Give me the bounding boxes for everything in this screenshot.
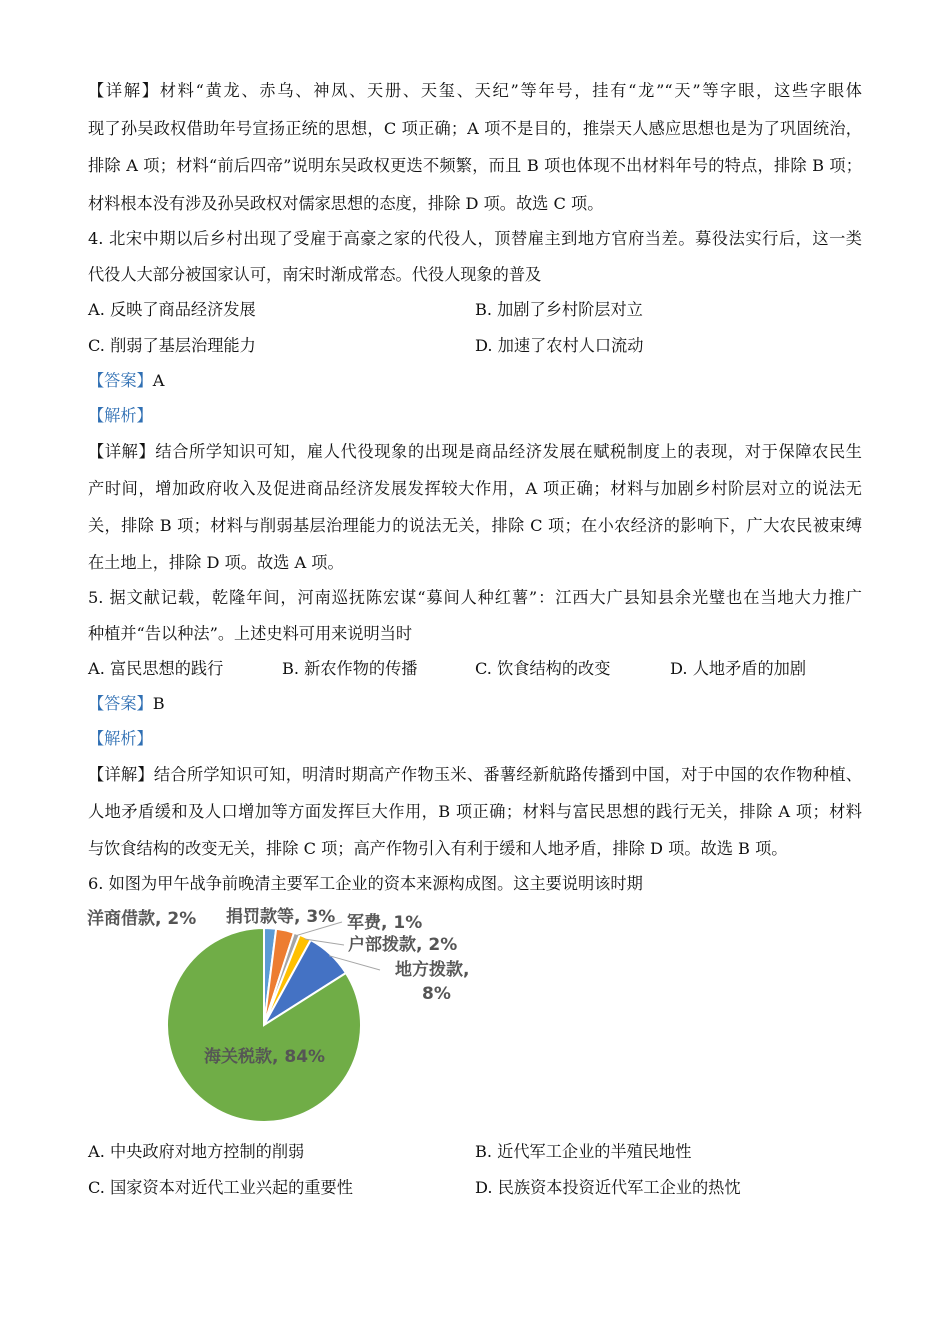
- q5-option-d: D. 人地矛盾的加剧: [670, 659, 807, 678]
- q5-stem-line-1: 5. 据文献记载，乾隆年间，河南巡抚陈宏谋“募间人种红薯”：江西大广县知县余光璧也在当地大力推广: [88, 588, 862, 607]
- q5-answer-value: B: [152, 694, 165, 713]
- q5-stem-line-2: 种植并“告以种法”。上述史料可用来说明当时: [88, 624, 413, 643]
- q5-answer: [88, 692, 165, 716]
- q6-option-b: B. 近代军工企业的半殖民地性: [475, 1142, 692, 1161]
- q3-detail-line-3: 排除 A 项；材料“前后四帝”说明东吴政权更迭不频繁，而且 B 项也体现不出材料年号的特点，排除 B 项；: [88, 156, 862, 175]
- q4-detail-line-3: 关，排除 B 项；材料与削弱基层治理能力的说法无关，排除 C 项；在小农经济的影响下，广大农民被束缚: [88, 516, 862, 535]
- q3-detail-line-4: 材料根本没有涉及孙吴政权对儒家思想的态度，排除 D 项。故选 C 项。: [88, 194, 604, 213]
- q4-option-d: D. 加速了农村人口流动: [475, 336, 644, 355]
- q4-option-b: B. 加剧了乡村阶层对立: [475, 300, 643, 319]
- pie-label-6: 海关税款, 84%: [204, 1047, 326, 1067]
- q6-stem: 6. 如图为甲午战争前晚清主要军工企业的资本来源构成图。这主要说明该时期: [88, 874, 643, 893]
- q4-stem-line-2: 代役人大部分被国家认可，南宋时渐成常态。代役人现象的普及: [88, 265, 542, 284]
- q4-option-c: C. 削弱了基层治理能力: [88, 336, 256, 355]
- pie-slices: [167, 928, 361, 1122]
- pie-label-5-line-2: 8%: [422, 984, 451, 1004]
- q3-detail-line-2: 现了孙吴政权借助年号宣扬正统的思想，C 项正确；A 项不是目的，推崇天人感应思想也是为了巩固统治，: [88, 119, 862, 138]
- q5-option-b: B. 新农作物的传播: [282, 659, 418, 678]
- q4-answer: [88, 369, 164, 393]
- q6-option-a: A. 中央政府对地方控制的削弱: [88, 1142, 305, 1161]
- pie-label-1: 洋商借款, 2%: [87, 909, 197, 929]
- q4-detail-line-4: 在土地上，排除 D 项。故选 A 项。: [88, 553, 344, 572]
- q5-answer-label: 【答案】: [88, 694, 153, 713]
- q5-option-c: C. 饮食结构的改变: [475, 659, 611, 678]
- q4-answer-label: 【答案】: [88, 371, 153, 390]
- pie-label-2: 捐罚款等, 3%: [226, 907, 336, 927]
- q3-detail-line-1: 【详解】材料“黄龙、赤乌、神凤、天册、天玺、天纪”等年号，挂有“龙”“天”等字眼，这些字眼体: [88, 81, 862, 100]
- q5-detail-line-2: 人地矛盾缓和及人口增加等方面发挥巨大作用，B 项正确；材料与富民思想的践行无关，排除 A 项；材料: [88, 802, 862, 821]
- q5-detail-line-1: 【详解】结合所学知识可知，明清时期高产作物玉米、番薯经新航路传播到中国，对于中国的农作物种植、: [88, 765, 862, 784]
- q5-detail-line-3: 与饮食结构的改变无关，排除 C 项；高产作物引入有利于缓和人地矛盾，排除 D 项。故选 B 项。: [88, 839, 788, 858]
- q4-detail-line-1: 【详解】结合所学知识可知，雇人代役现象的出现是商品经济发展在赋税制度上的表现，对于保障农民生: [88, 442, 862, 461]
- q4-detail-line-2: 产时间，增加政府收入及促进商品经济发展发挥较大作用，A 项正确；材料与加剧乡村阶层对立的说法无: [88, 479, 862, 498]
- q4-stem-line-1: 4. 北宋中期以后乡村出现了受雇于高豪之家的代役人，顶替雇主到地方官府当差。募役法实行后，这一类: [88, 229, 862, 248]
- q4-analysis-label: 【解析】: [88, 406, 153, 425]
- pie-label-5-line-1: 地方拨款,: [395, 960, 470, 980]
- pie-label-4: 户部拨款, 2%: [348, 935, 458, 955]
- q4-option-a: A. 反映了商品经济发展: [88, 300, 256, 319]
- q6-option-d: D. 民族资本投资近代军工企业的热忱: [475, 1178, 741, 1197]
- capital-source-pie-chart: [80, 900, 500, 1125]
- q5-option-a: A. 富民思想的践行: [88, 659, 224, 678]
- q4-answer-value: A: [152, 371, 165, 390]
- q5-analysis-label: 【解析】: [88, 729, 153, 748]
- pie-label-3: 军费, 1%: [347, 913, 423, 933]
- q6-option-c: C. 国家资本对近代工业兴起的重要性: [88, 1178, 353, 1197]
